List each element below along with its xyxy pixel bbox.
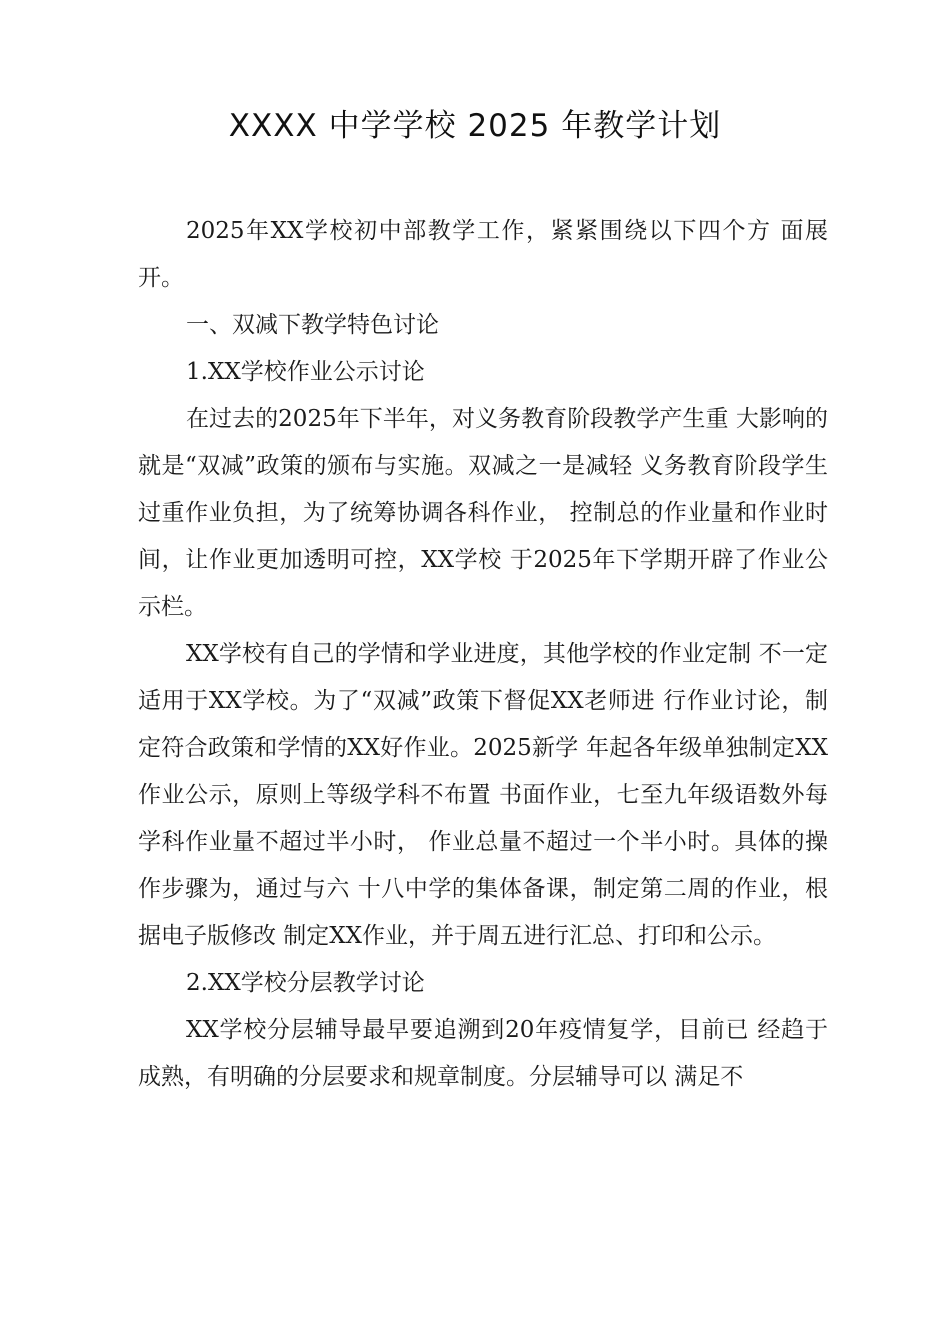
subsection-heading-2: 2.XX学校分层教学讨论: [186, 970, 425, 996]
document-body: [138, 208, 828, 1101]
paragraph-1: 在过去的2025年下半年，对义务教育阶段教学产生重 大影响的就是“双减”政策的颁布与实施。双减之一是减轻 义务教育阶段学生过重作业负担，为了统筹协调各科作业， 控制总的作业量和作业时间，让作业更加透明可控，XX学校 于2025年下学期开辟了作业公示栏。: [138, 406, 828, 620]
paragraph-3: XX学校分层辅导最早要追溯到20年疫情复学，目前已 经趋于成熟，有明确的分层要求和规章制度。分层辅导可以 满足不: [138, 1017, 828, 1090]
document-title: XXXX 中学学校 2025 年教学计划: [228, 108, 722, 144]
paragraph-2: XX学校有自己的学情和学业进度，其他学校的作业定制 不一定适用于XX学校。为了“双减”政策下督促XX老师进 行作业讨论，制定符合政策和学情的XX好作业。2025新学 年起各年级单独制定XX作业公示，原则上等级学科不布置 书面作业，七至九年级语数外每学科作业量不超过半小时， 作业总量不超过一个半小时。具体的操作步骤为，通过与六 十八中学的集体备课，制定第二周的作业，根据电子版修改 制定XX作业，并于周五进行汇总、打印和公示。: [138, 641, 828, 949]
subsection-heading-1: 1.XX学校作业公示讨论: [186, 359, 425, 385]
section-heading-1: 一、双减下教学特色讨论: [186, 312, 439, 338]
intro-paragraph: 2025年XX学校初中部教学工作，紧紧围绕以下四个方 面展开。: [138, 218, 828, 291]
